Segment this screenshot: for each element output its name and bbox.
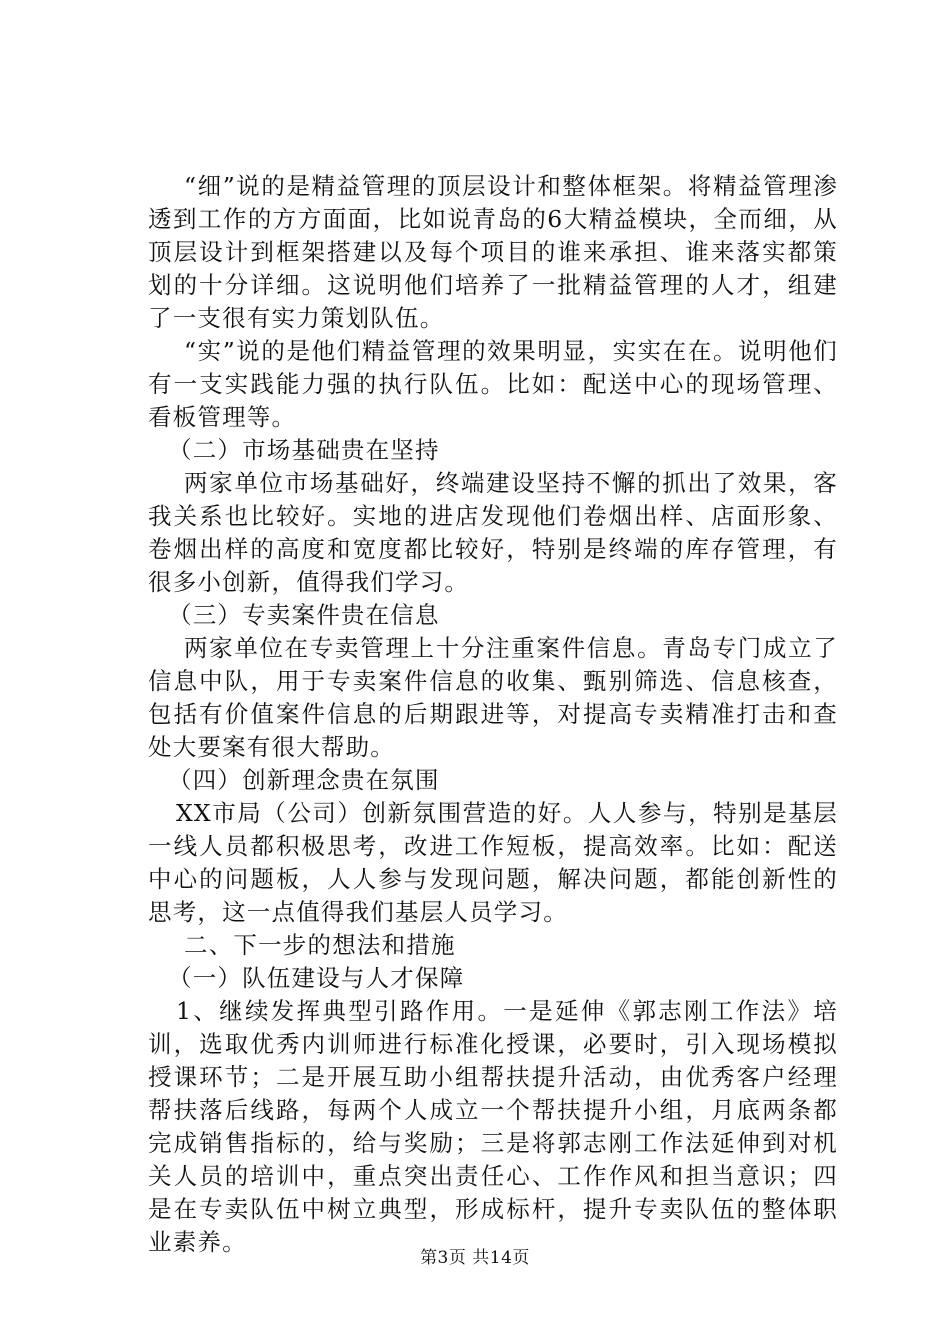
paragraph-market: 两家单位市场基础好，终端建设坚持不懈的抓出了效果，客我关系也比较好。实地的进店发现他们卷烟出样、店面形象、卷烟出样的高度和宽度都比较好，特别是终端的库存管理，有很多小创新，值得我们学习。 (148, 469, 838, 596)
section-heading-innovation: （四）创新理念贵在氛围 (168, 766, 440, 794)
paragraph-practical: “实”说的是他们精益管理的效果明显，实实在在。说明他们有一支实践能力强的执行队伍。比如：配送中心的现场管理、看板管理等。 (148, 337, 838, 431)
page-number-footer: 第3页 共14页 (420, 1248, 530, 1268)
section-heading-market: （二）市场基础贵在坚持 (168, 436, 440, 464)
paragraph-team: 1、继续发挥典型引路作用。一是延伸《郭志刚工作法》培训，选取优秀内训师进行标准化授课，必要时，引入现场模拟授课环节；二是开展互助小组帮扶提升活动，由优秀客户经理帮扶落后线路，每两个人成立一个帮扶提升小组，月底两条都完成销售指标的，给与奖励；三是将郭志刚工作法延伸到对机关人员的培训中，重点突出责任心、工作作风和担当意识；四是在专卖队伍中树立典型，形成标杆，提升专卖队伍的整体职业素养。 (148, 997, 838, 1256)
paragraph-innovation: XX市局（公司）创新氛围营造的好。人人参与，特别是基层一线人员都积极思考，改进工作短板，提高效率。比如：配送中心的问题板，人人参与发现问题，解决问题，都能创新性的思考，这一点值得我们基层人员学习。 (148, 799, 838, 926)
paragraph-monopoly: 两家单位在专卖管理上十分注重案件信息。青岛专门成立了信息中队，用于专卖案件信息的收集、甄别筛选、信息核查，包括有价值案件信息的后期跟进等，对提高专卖精准打击和查处大要案有很大帮助。 (148, 634, 838, 761)
subsection-heading-team: （一）队伍建设与人才保障 (168, 964, 465, 992)
document-body (148, 170, 838, 1259)
section-heading-next-steps: 二、下一步的想法和措施 (184, 931, 456, 959)
paragraph-detail: “细”说的是精益管理的顶层设计和整体框架。将精益管理渗透到工作的方方面面，比如说青岛的6大精益模块，全而细，从顶层设计到框架搭建以及每个项目的谁来承担、谁来落实都策划的十分详细。这说明他们培养了一批精益管理的人才，组建了一支很有实力策划队伍。 (148, 172, 838, 332)
section-heading-monopoly: （三）专卖案件贵在信息 (168, 601, 440, 629)
